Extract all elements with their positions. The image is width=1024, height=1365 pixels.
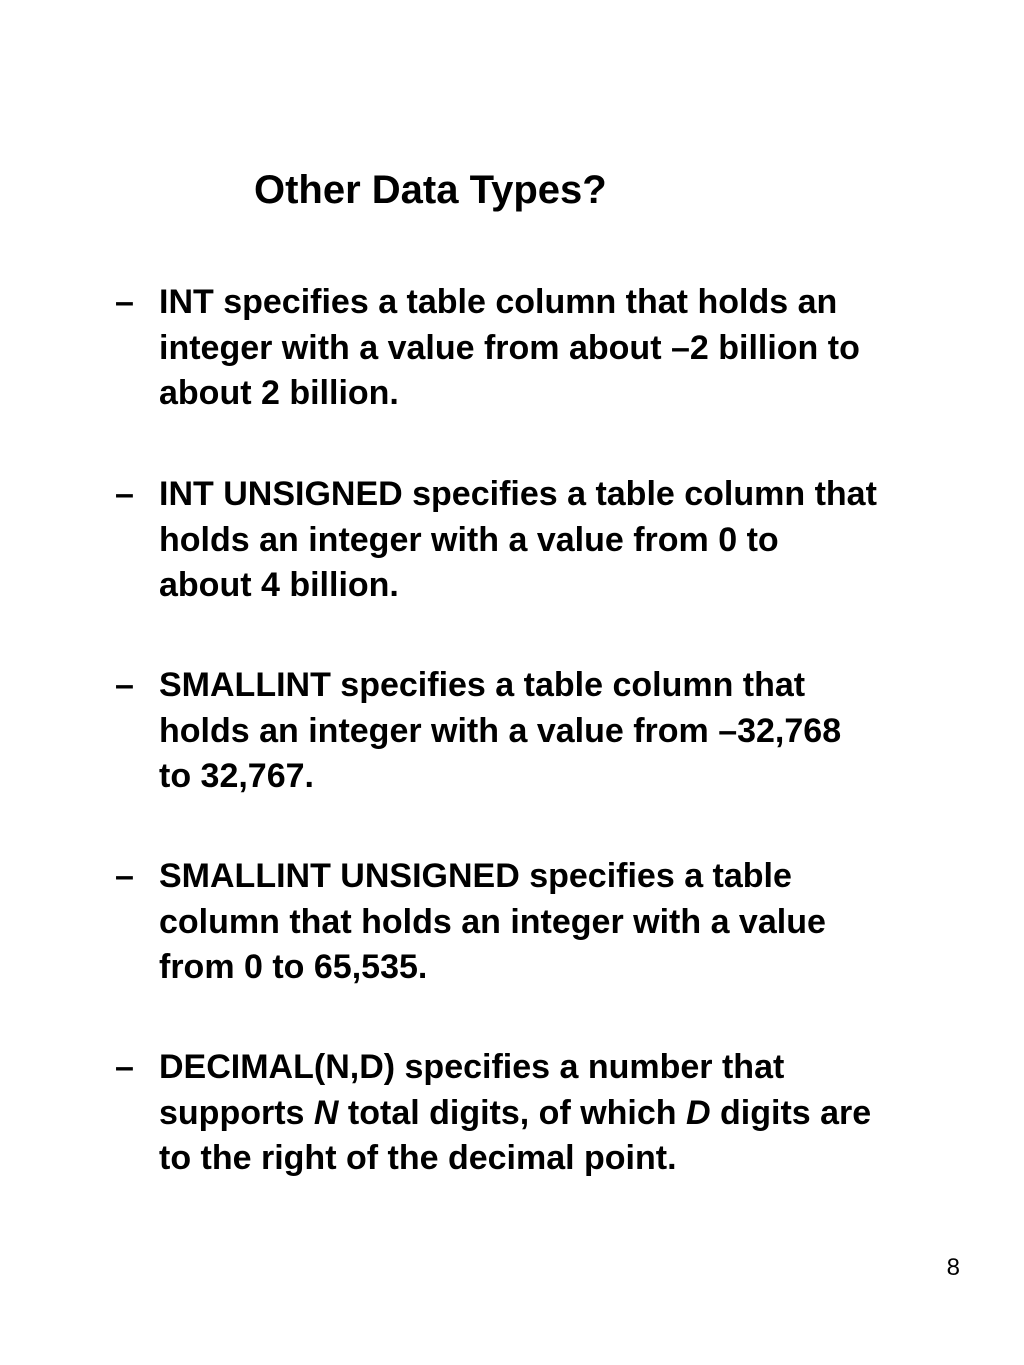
bullet-line: to the right of the decimal point. xyxy=(159,1139,677,1177)
bullet-marker: – xyxy=(115,666,134,704)
bullet-line: column that holds an integer with a value xyxy=(159,902,826,941)
bullet-line: from 0 to 65,535. xyxy=(159,948,428,986)
bullet-line: SMALLINT specifies a table column that xyxy=(159,666,806,704)
bullet-line-segment: supports xyxy=(159,1093,314,1132)
bullet-marker: – xyxy=(115,283,134,321)
bullet-line: to 32,767. xyxy=(159,757,314,795)
slide-title: Other Data Types? xyxy=(254,168,607,212)
italic-n: N xyxy=(313,1093,339,1132)
bullet-line: holds an integer with a value from –32,768 xyxy=(159,711,842,750)
bullet-line: INT UNSIGNED specifies a table column that xyxy=(159,475,877,513)
bullet-line-segment: total digits, of which xyxy=(338,1093,687,1132)
bullet-line xyxy=(159,1091,979,1137)
bullet-line: holds an integer with a value from 0 to xyxy=(159,520,779,559)
bullet-line-segment: digits are xyxy=(710,1093,872,1132)
bullet-line: about 2 billion. xyxy=(159,374,399,412)
bullet-marker: – xyxy=(115,1048,134,1086)
bullet-line: SMALLINT UNSIGNED specifies a table xyxy=(159,857,792,895)
bullet-text xyxy=(159,1045,979,1182)
bullet-text xyxy=(159,663,979,800)
bullet-line: integer with a value from about –2 billion to xyxy=(159,328,860,367)
page-number: 8 xyxy=(946,1254,960,1281)
bullet-text xyxy=(159,280,979,417)
italic-d: D xyxy=(686,1093,711,1132)
bullet-text xyxy=(159,472,979,609)
bullet-marker: – xyxy=(115,857,134,895)
bullet-line: INT specifies a table column that holds an xyxy=(159,283,838,321)
bullet-line: DECIMAL(N,D) specifies a number that xyxy=(159,1048,785,1086)
bullet-marker: – xyxy=(115,475,134,513)
bullet-text xyxy=(159,854,979,991)
bullet-line: about 4 billion. xyxy=(159,566,399,604)
